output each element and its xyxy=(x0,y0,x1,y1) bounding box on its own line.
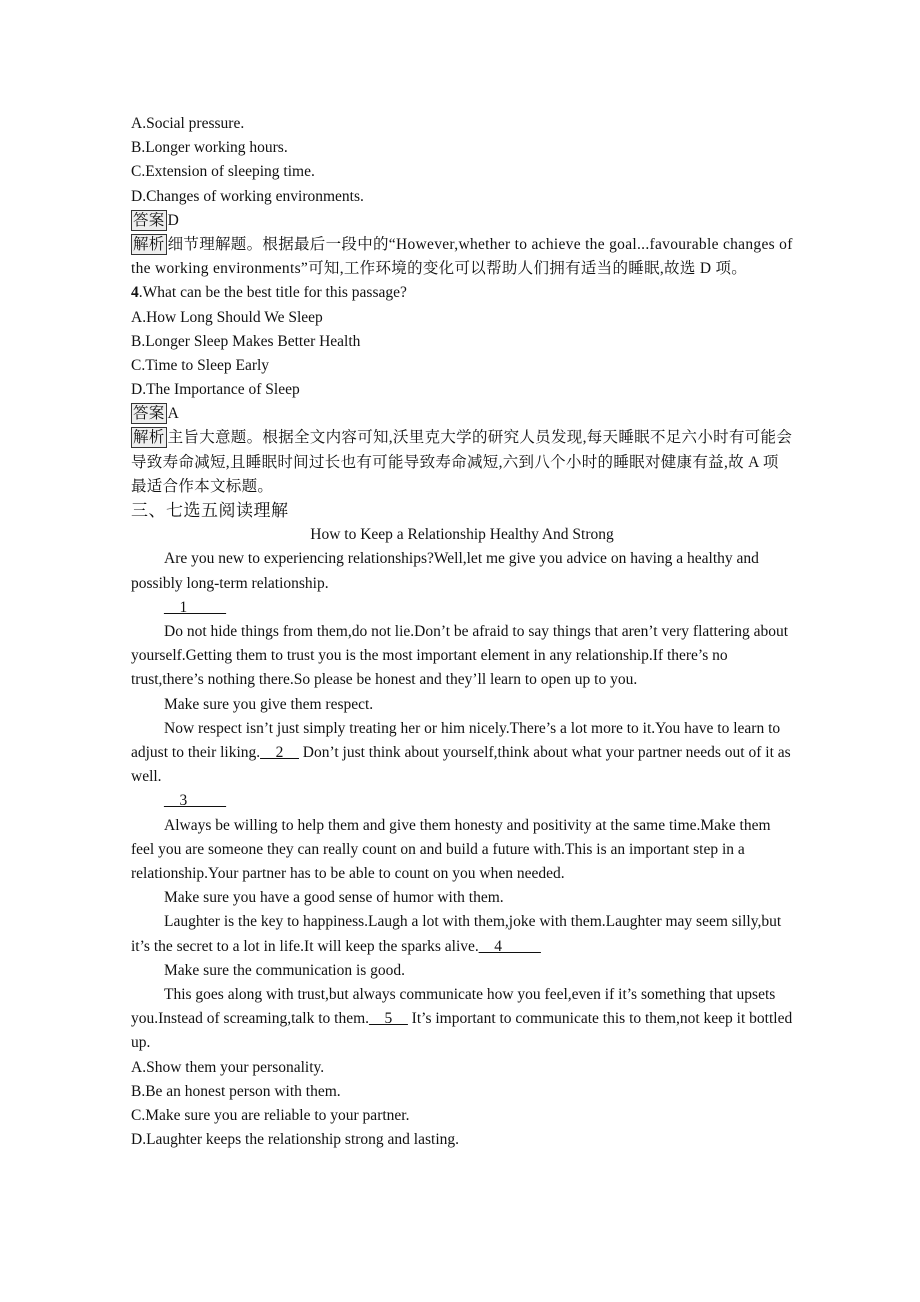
choice-d: D.Laughter keeps the relationship strong and lasting. xyxy=(131,1131,460,1149)
q4-option-b: B.Longer Sleep Makes Better Health xyxy=(131,332,361,350)
q4-question-row xyxy=(131,281,793,305)
q3-answer-row xyxy=(131,209,793,233)
choice-c: C.Make sure you are reliable to your partner. xyxy=(131,1107,410,1125)
passage-paragraph-5 xyxy=(131,983,793,1056)
blank-1-label: __1_____ xyxy=(164,598,226,616)
q3-option-b: B.Longer working hours. xyxy=(131,139,288,157)
q3-analysis: 细节理解题。根据最后一段中的“However,whether to achieve the goal...favourable changes of the working environments”可知,工作环境的变化可以帮助人们拥有适当的睡眠,故选 D 项。 xyxy=(131,235,793,278)
analysis-tag: 解析 xyxy=(133,429,165,447)
answer-tag: 答案 xyxy=(133,405,165,423)
passage-paragraph-3: Always be willing to help them and give them honesty and positivity at the same time.Make them feel you are someone they can really count on and build a future with.This is an important step in a relationship.Your partner has to be able to count on you when needed. xyxy=(131,816,771,883)
humor-heading: Make sure you have a good sense of humor with them. xyxy=(164,889,504,907)
p5-part-a: This goes along with trust,but always communicate how you feel,even if it’s something that upsets you.Instead of screaming,talk to them. xyxy=(131,986,776,1028)
passage-paragraph-2 xyxy=(131,717,793,790)
passage-title: How to Keep a Relationship Healthy And Strong xyxy=(310,526,614,544)
q4-option-c: C.Time to Sleep Early xyxy=(131,356,270,374)
communication-heading: Make sure the communication is good. xyxy=(164,961,406,979)
p2-part-b: Don’t just think about yourself,think about what your partner needs out of it as well. xyxy=(131,744,791,786)
answer-tag: 答案 xyxy=(133,211,165,229)
q4-analysis: 主旨大意题。根据全文内容可知,沃里克大学的研究人员发现,每天睡眠不足六小时有可能会导致寿命减短,且睡眠时间过长也有可能导致寿命减短,六到八个小时的睡眠对健康有益,故 A 项最适合作本文标题。 xyxy=(131,429,793,495)
blank-4-label: __4_____ xyxy=(478,937,541,955)
p4-part-a: Laughter is the key to happiness.Laugh a lot with them,joke with them.Laughter may seem silly,but it’s the secret to a lot in life.It will keep the sparks alive. xyxy=(131,913,782,955)
q4-analysis-row xyxy=(131,426,793,499)
q4-number: 4 xyxy=(131,284,139,302)
document-page xyxy=(131,112,793,1152)
q4-answer-row xyxy=(131,402,793,426)
blank-2-label: __2__ xyxy=(260,744,299,762)
q3-option-c: C.Extension of sleeping time. xyxy=(131,163,315,181)
respect-heading: Make sure you give them respect. xyxy=(164,695,374,713)
p2-part-a: Now respect isn’t just simply treating her or him nicely.There’s a lot more to it.You have to learn to adjust to their liking. xyxy=(131,719,781,762)
q4-option-d: D.The Importance of Sleep xyxy=(131,381,300,399)
q3-option-d: D.Changes of working environments. xyxy=(131,187,364,205)
passage-paragraph-4 xyxy=(131,910,793,958)
choice-a: A.Show them your personality. xyxy=(131,1058,325,1076)
p5-part-b: It’s important to communicate this to them,not keep it bottled up. xyxy=(131,1010,793,1052)
q4-answer: A xyxy=(167,405,179,423)
choice-b: B.Be an honest person with them. xyxy=(131,1082,341,1100)
q3-analysis-row xyxy=(131,233,793,281)
passage-intro: Are you new to experiencing relationships?Well,let me give you advice on having a healthy and possibly long-term relationship. xyxy=(131,550,759,592)
q3-option-a: A.Social pressure. xyxy=(131,115,245,132)
passage-paragraph-1: Do not hide things from them,do not lie.Don’t be afraid to say things that aren’t very flattering about yourself.Getting them to trust you is the most important element in any relationship.If there’s no trust,there’s nothing there.So please be honest and they’ll learn to open up to you. xyxy=(131,623,789,689)
blank-1 xyxy=(131,596,793,620)
analysis-tag: 解析 xyxy=(133,235,165,253)
section-heading: 三、七选五阅读理解 xyxy=(131,501,289,522)
q3-answer: D xyxy=(167,211,179,229)
blank-3-label: __3_____ xyxy=(164,792,226,810)
q4-question: .What can be the best title for this passage? xyxy=(138,284,407,302)
q4-option-a: A.How Long Should We Sleep xyxy=(131,308,323,326)
blank-5-label: __5__ xyxy=(369,1010,408,1028)
blank-3 xyxy=(131,789,793,813)
